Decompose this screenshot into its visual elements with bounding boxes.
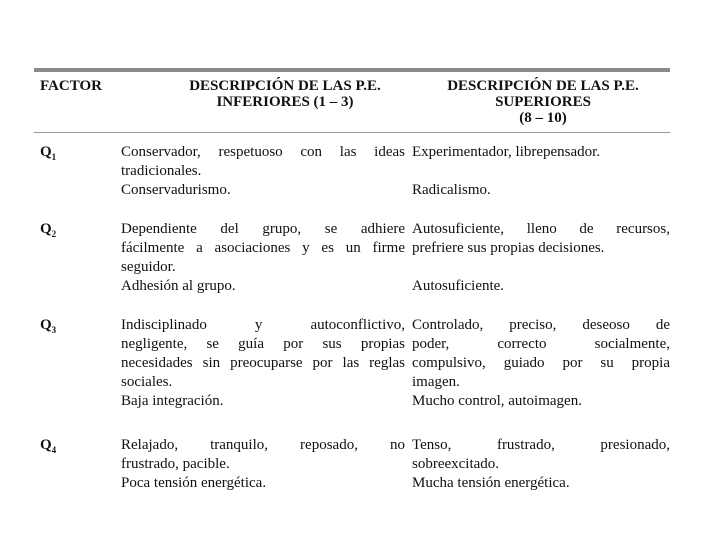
row-superiores-line: Mucho control, autoimagen. [412,393,582,409]
row-inferiores-line: sociales. [121,374,173,390]
header-inferiores-line1: DESCRIPCIÓN DE LAS P.E. [189,78,381,94]
row-inferiores-line: Conservadurismo. [121,182,231,198]
row-inferiores-line: seguidor. [121,259,176,275]
header-superiores-line1: DESCRIPCIÓN DE LAS P.E. [447,78,639,94]
row-inferiores-line: Poca tensión energética. [121,475,267,491]
row-inferiores-line: frustrado, pacible. [121,456,230,472]
header-inferiores-line2: INFERIORES (1 – 3) [216,94,354,110]
row-superiores-line: compulsivo, guiado por su propia [412,355,670,371]
row-superiores-line: Experimentador, librepensador. [412,144,601,160]
row-superiores [412,436,670,493]
row-superiores [412,143,670,200]
header-superiores-line2: SUPERIORES [495,94,591,110]
table-row [34,220,670,316]
row-inferiores-line: tradicionales. [121,163,202,179]
row-superiores-line: Controlado, preciso, deseoso de [412,317,670,333]
row-inferiores [121,316,405,411]
row-inferiores-line: fácilmente a asociaciones y es un firme [121,240,405,256]
row-inferiores-line: Indisciplinado y autoconflictivo, [121,317,405,333]
row-superiores-line: sobreexcitado. [412,456,500,472]
row-superiores-line: Radicalismo. [412,182,491,198]
row-inferiores-line: Dependiente del grupo, se adhiere [121,221,405,237]
row-factor: $Q_1$ [40,144,57,162]
row-superiores-line: prefriere sus propias decisiones. [412,240,605,256]
table-header [34,72,670,130]
row-inferiores [121,143,405,200]
table-row [34,143,670,220]
row-inferiores-line: negligente, se guía por sus propias [121,336,405,352]
row-superiores-line: Mucha tensión energética. [412,475,570,491]
table-row [34,316,670,436]
table-row [34,436,670,496]
row-inferiores-line: necesidades sin preocuparse por las reglas [121,355,405,371]
header-bottom-rule [34,132,670,133]
header-superiores [416,78,670,126]
header-superiores-line3: (8 – 10) [519,110,567,126]
row-inferiores-line: Relajado, tranquilo, reposado, no [121,437,405,453]
header-factor: FACTOR [40,78,102,94]
row-superiores-line: Autosuficiente, lleno de recursos, [412,221,670,237]
row-factor: $Q_2$ [40,221,57,239]
row-inferiores [121,436,405,493]
row-inferiores [121,220,405,296]
row-inferiores-line: Baja integración. [121,393,224,409]
row-inferiores-line: Conservador, respetuoso con las ideas [121,144,405,160]
row-factor: $Q_4$ [40,437,57,455]
header-inferiores [154,78,416,110]
row-superiores-line: imagen. [412,374,460,390]
row-superiores [412,316,670,411]
row-superiores-line: Autosuficiente. [412,278,505,294]
row-superiores-line: poder, correcto socialmente, [412,336,670,352]
factor-table [34,68,670,496]
row-superiores-line: Tenso, frustrado, presionado, [412,437,670,453]
row-factor: $Q_3$ [40,317,57,335]
row-superiores [412,220,670,296]
row-inferiores-line: Adhesión al grupo. [121,278,236,294]
